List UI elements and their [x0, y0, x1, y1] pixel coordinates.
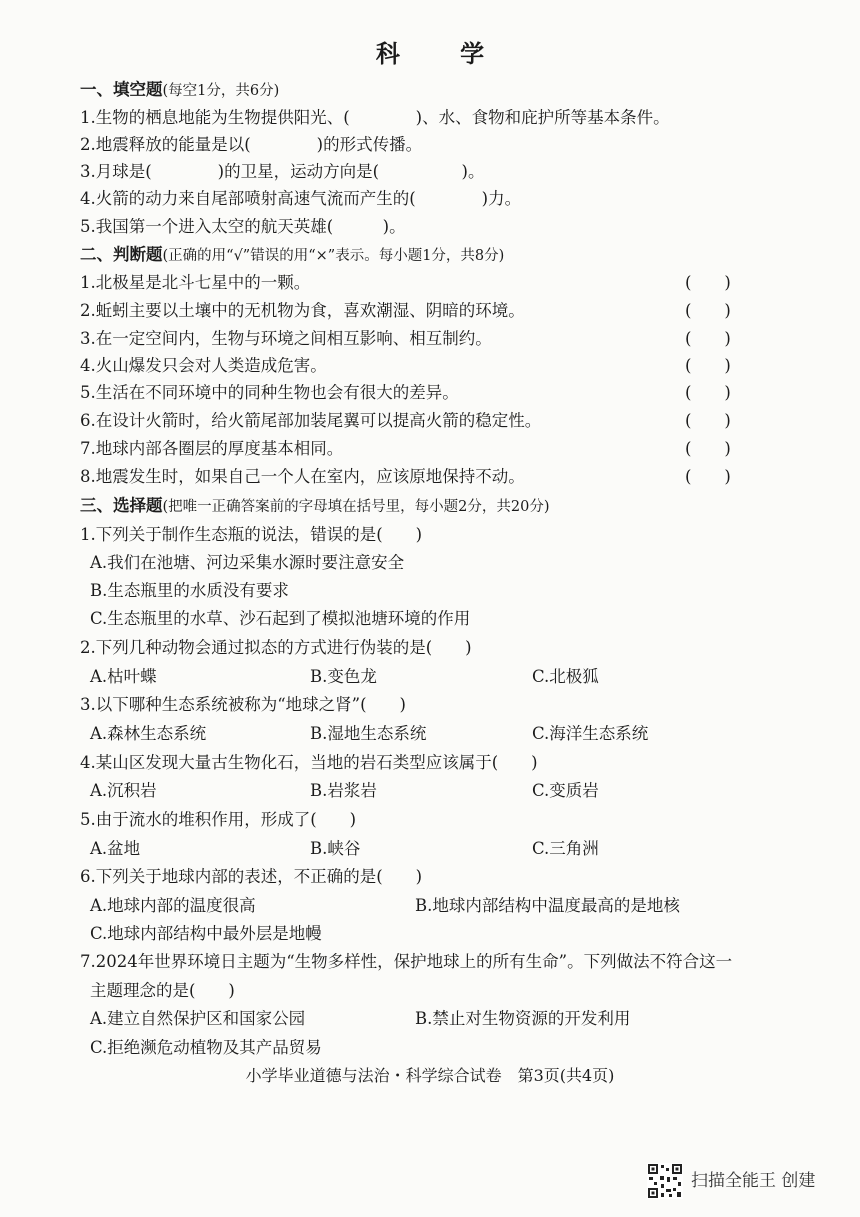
answer-paren: ( )	[685, 356, 731, 375]
answer-paren: ( )	[685, 329, 731, 348]
choice-question: 5.由于流水的堆积作用，形成了( )	[80, 810, 357, 829]
judge-question: 8.地震发生时，如果自己一个人在室内，应该原地保持不动。	[80, 467, 525, 486]
choice-question: 7.2024年世界环境日主题为“生物多样性，保护地球上的所有生命”。下列做法不符合这一	[80, 952, 733, 971]
judge-question: 1.北极星是北斗七星中的一颗。	[80, 273, 311, 292]
choice-option: B.岩浆岩	[310, 781, 377, 800]
answer-paren: ( )	[685, 439, 731, 458]
judge-question: 3.在一定空间内，生物与环境之间相互影响、相互制约。	[80, 329, 492, 348]
choice-option: B.生态瓶里的水质没有要求	[90, 581, 289, 600]
answer-paren: ( )	[685, 411, 731, 430]
choice-option: A.沉积岩	[90, 781, 157, 800]
qr-code-icon	[647, 1163, 683, 1199]
judge-question: 2.蚯蚓主要以土壤中的无机物为食，喜欢潮湿、阴暗的环境。	[80, 301, 525, 320]
page-title: 科 学	[375, 39, 511, 68]
section-judge-heading: 二、判断题(正确的用“√”错误的用“×”表示。每小题1分，共8分)	[80, 245, 505, 264]
judge-question: 6.在设计火箭时，给火箭尾部加装尾翼可以提高火箭的稳定性。	[80, 411, 542, 430]
choice-option: A.森林生态系统	[90, 724, 207, 743]
choice-question: 2.下列几种动物会通过拟态的方式进行伪装的是( )	[80, 638, 472, 657]
choice-option: B.禁止对生物资源的开发利用	[415, 1009, 631, 1028]
answer-paren: ( )	[685, 467, 731, 486]
choice-option: B.变色龙	[310, 667, 377, 686]
section-fill-heading: 一、填空题(每空1分，共6分)	[80, 80, 280, 99]
choice-question: 6.下列关于地球内部的表述，不正确的是( )	[80, 867, 423, 886]
judge-question: 4.火山爆发只会对人类造成危害。	[80, 356, 327, 375]
choice-question-cont: 主题理念的是( )	[90, 981, 235, 1000]
choice-option: B.峡谷	[310, 839, 361, 858]
choice-option: A.地球内部的温度很高	[90, 896, 256, 915]
fill-question: 1.生物的栖息地能为生物提供阳光、( )、水、食物和庇护所等基本条件。	[80, 108, 670, 127]
choice-option: B.湿地生态系统	[310, 724, 427, 743]
choice-question: 3.以下哪种生态系统被称为“地球之肾”( )	[80, 695, 406, 714]
section-choice-heading: 三、选择题(把唯一正确答案前的字母填在括号里，每小题2分，共20分)	[80, 496, 550, 515]
fill-question: 2.地震释放的能量是以( )的形式传播。	[80, 135, 423, 154]
choice-option: C.地球内部结构中最外层是地幔	[90, 924, 322, 943]
choice-option: C.拒绝濒危动植物及其产品贸易	[90, 1038, 322, 1057]
choice-option: C.三角洲	[532, 839, 599, 858]
scanner-watermark: 扫描全能王 创建	[691, 1171, 816, 1191]
answer-paren: ( )	[685, 383, 731, 402]
choice-option: C.生态瓶里的水草、沙石起到了模拟池塘环境的作用	[90, 609, 471, 628]
choice-option: A.我们在池塘、河边采集水源时要注意安全	[90, 553, 405, 572]
choice-question: 1.下列关于制作生态瓶的说法，错误的是( )	[80, 525, 423, 544]
choice-option: B.地球内部结构中温度最高的是地核	[415, 896, 680, 915]
judge-question: 7.地球内部各圈层的厚度基本相同。	[80, 439, 344, 458]
answer-paren: ( )	[685, 301, 731, 320]
fill-question: 4.火箭的动力来自尾部喷射高速气流而产生的( )力。	[80, 189, 522, 208]
choice-question: 4.某山区发现大量古生物化石，当地的岩石类型应该属于( )	[80, 753, 538, 772]
choice-option: A.建立自然保护区和国家公园	[90, 1009, 306, 1028]
judge-question: 5.生活在不同环境中的同种生物也会有很大的差异。	[80, 383, 459, 402]
choice-option: A.盆地	[90, 839, 141, 858]
fill-question: 5.我国第一个进入太空的航天英雄( )。	[80, 217, 406, 236]
choice-option: C.变质岩	[532, 781, 599, 800]
fill-question: 3.月球是( )的卫星，运动方向是( )。	[80, 162, 485, 181]
choice-option: C.北极狐	[532, 667, 599, 686]
answer-paren: ( )	[685, 273, 731, 292]
page-footer: 小学毕业道德与法治・科学综合试卷 第3页(共4页)	[245, 1066, 615, 1085]
choice-option: C.海洋生态系统	[532, 724, 649, 743]
choice-option: A.枯叶蝶	[90, 667, 157, 686]
